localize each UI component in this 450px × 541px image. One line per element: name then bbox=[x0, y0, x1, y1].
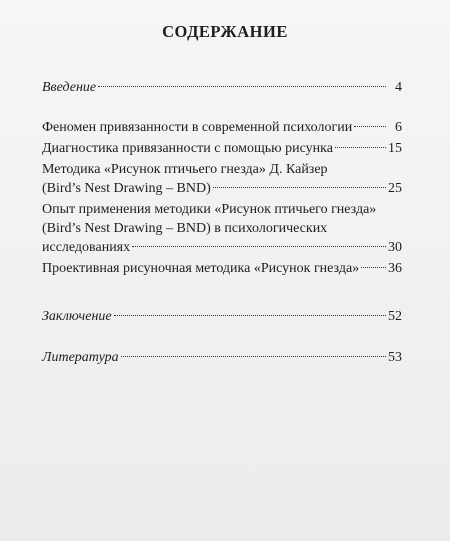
toc-entry-kaiser-method bbox=[42, 160, 402, 198]
toc-page-number: 52 bbox=[388, 309, 402, 324]
dot-leader bbox=[114, 315, 386, 316]
dot-leader bbox=[98, 86, 386, 87]
toc-entry-attachment-phenomenon bbox=[42, 118, 402, 137]
toc-page-number: 25 bbox=[388, 181, 402, 196]
toc-entry-projective-method bbox=[42, 259, 402, 278]
dot-leader bbox=[354, 126, 386, 127]
toc-page-number: 53 bbox=[388, 350, 402, 365]
dot-leader bbox=[213, 187, 386, 188]
toc-entry-title: исследованиях bbox=[42, 240, 131, 255]
table-of-contents bbox=[42, 78, 402, 367]
toc-entry-title: Проективная рисуночная методика «Рисунок гнезда» bbox=[42, 261, 360, 276]
dot-leader bbox=[132, 246, 386, 247]
toc-entry-title: (Bird’s Nest Drawing – BND) bbox=[42, 181, 211, 196]
page-title: СОДЕРЖАНИЕ bbox=[162, 22, 288, 41]
toc-entry-literature bbox=[42, 348, 402, 367]
toc-page-number: 15 bbox=[388, 141, 402, 156]
toc-entry-title-line: Методика «Рисунок птичьего гнезда» Д. Кайзер bbox=[42, 162, 328, 177]
toc-page-number: 4 bbox=[395, 80, 402, 95]
toc-entry-title-line: Опыт применения методики «Рисунок птичьего гнезда» bbox=[42, 202, 377, 217]
toc-entry-title: Литература bbox=[42, 350, 119, 365]
toc-entry-title: Диагностика привязанности с помощью рисунка bbox=[42, 141, 333, 156]
dot-leader bbox=[361, 267, 386, 268]
toc-page-number: 6 bbox=[395, 120, 402, 135]
toc-entry-conclusion bbox=[42, 307, 402, 326]
toc-entry-drawing-diagnostics bbox=[42, 139, 402, 158]
toc-entry-title: Введение bbox=[42, 80, 97, 95]
toc-entry-introduction bbox=[42, 78, 402, 97]
toc-entry-method-experience bbox=[42, 200, 402, 257]
toc-entry-title-line: (Bird’s Nest Drawing – BND) в психологических bbox=[42, 221, 328, 236]
dot-leader bbox=[121, 356, 386, 357]
toc-entry-title: Феномен привязанности в современной психологии bbox=[42, 120, 353, 135]
toc-page-number: 30 bbox=[388, 240, 402, 255]
toc-entry-title: Заключение bbox=[42, 309, 112, 324]
dot-leader bbox=[335, 147, 386, 148]
toc-page-number: 36 bbox=[388, 261, 402, 276]
